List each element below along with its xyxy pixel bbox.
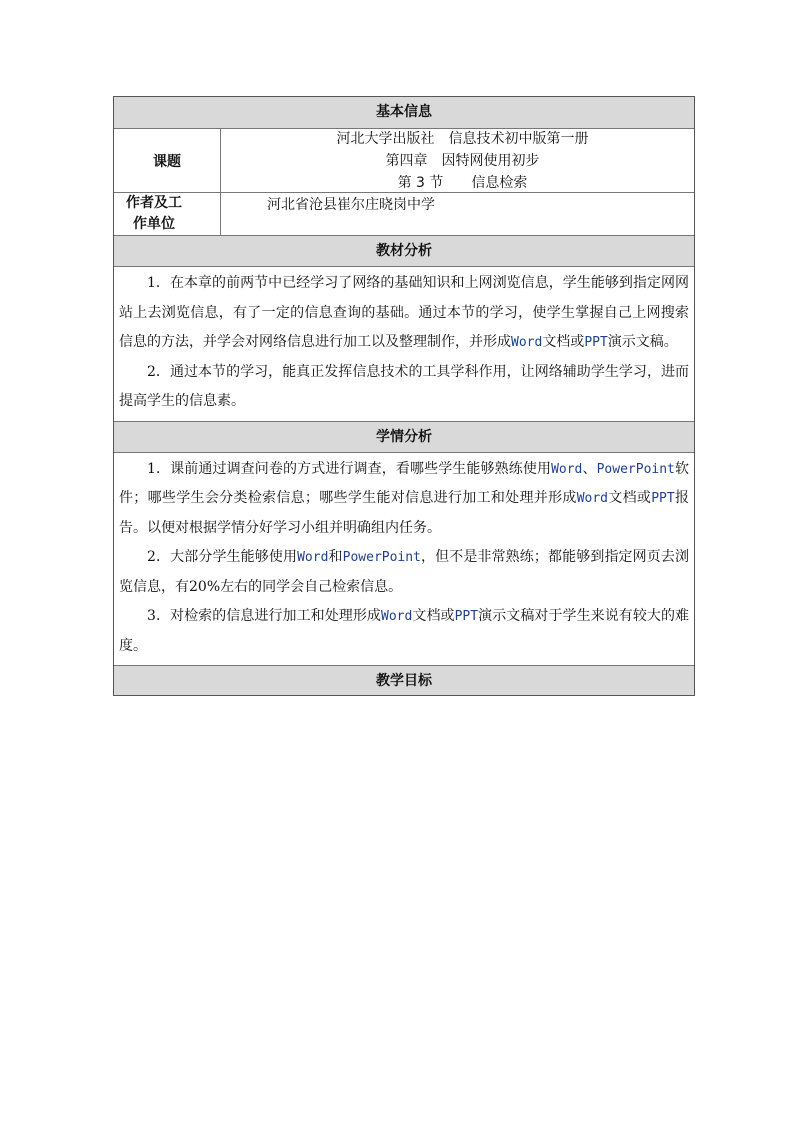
textbook-analysis-body bbox=[114, 266, 694, 421]
author-label bbox=[114, 193, 221, 235]
learner-analysis-paragraph-3: 3．对检索的信息进行加工和处理形成Word文档或PPT演示文稿对于学生来说有较大的难度。 bbox=[119, 608, 690, 654]
topic-line-3: 第 3 节 信息检索 bbox=[397, 174, 528, 191]
section-header-learner-analysis: 学情分析 bbox=[114, 421, 694, 452]
textbook-analysis-paragraph-2: 2．通过本节的学习，能真正发挥信息技术的工具学科作用，让网络辅助学生学习，进而提高学生的信息素。 bbox=[119, 363, 689, 409]
lesson-plan-table bbox=[113, 96, 695, 696]
learner-analysis-paragraph-2: 2．大部分学生能够使用Word和PowerPoint，但不是非常熟练；都能够到指定网页去浏览信息，有20%左右的同学会自己检索信息。 bbox=[119, 549, 689, 595]
topic-value bbox=[221, 129, 694, 192]
section-header-basic-info: 基本信息 bbox=[114, 97, 694, 128]
learner-analysis-body bbox=[114, 452, 694, 666]
author-label-line-2: 作单位 bbox=[133, 216, 175, 232]
section-header-teaching-goals: 教学目标 bbox=[114, 665, 694, 695]
section-header-textbook-analysis: 教材分析 bbox=[114, 235, 694, 266]
topic-label: 课题 bbox=[114, 129, 221, 192]
topic-line-1: 河北大学出版社 信息技术初中版第一册 bbox=[336, 130, 589, 147]
author-label-line-1: 作者及工 bbox=[126, 195, 182, 211]
learner-analysis-paragraph-1: 1．课前通过调查问卷的方式进行调查，看哪些学生能够熟练使用Word、PowerPoint软件；哪些学生会分类检索信息；哪些学生能对信息进行加工和处理并形成Word文档或PPT报告。以便对根据学情分好学习小组并明确组内任务。 bbox=[119, 460, 690, 536]
author-row bbox=[114, 192, 694, 235]
author-value: 河北省沧县崔尔庄晓岗中学 bbox=[267, 197, 435, 213]
topic-line-2: 第四章 因特网使用初步 bbox=[385, 152, 540, 169]
textbook-analysis-paragraph-1: 1．在本章的前两节中已经学习了网络的基础知识和上网浏览信息，学生能够到指定网网站上去浏览信息，有了一定的信息查询的基础。通过本节的学习，使学生掌握自己上网搜索信息的方法，并学会对网络信息进行加工以及整理制作，并形成Word文档或PPT演示文稿。 bbox=[119, 275, 689, 350]
topic-row bbox=[114, 128, 694, 192]
